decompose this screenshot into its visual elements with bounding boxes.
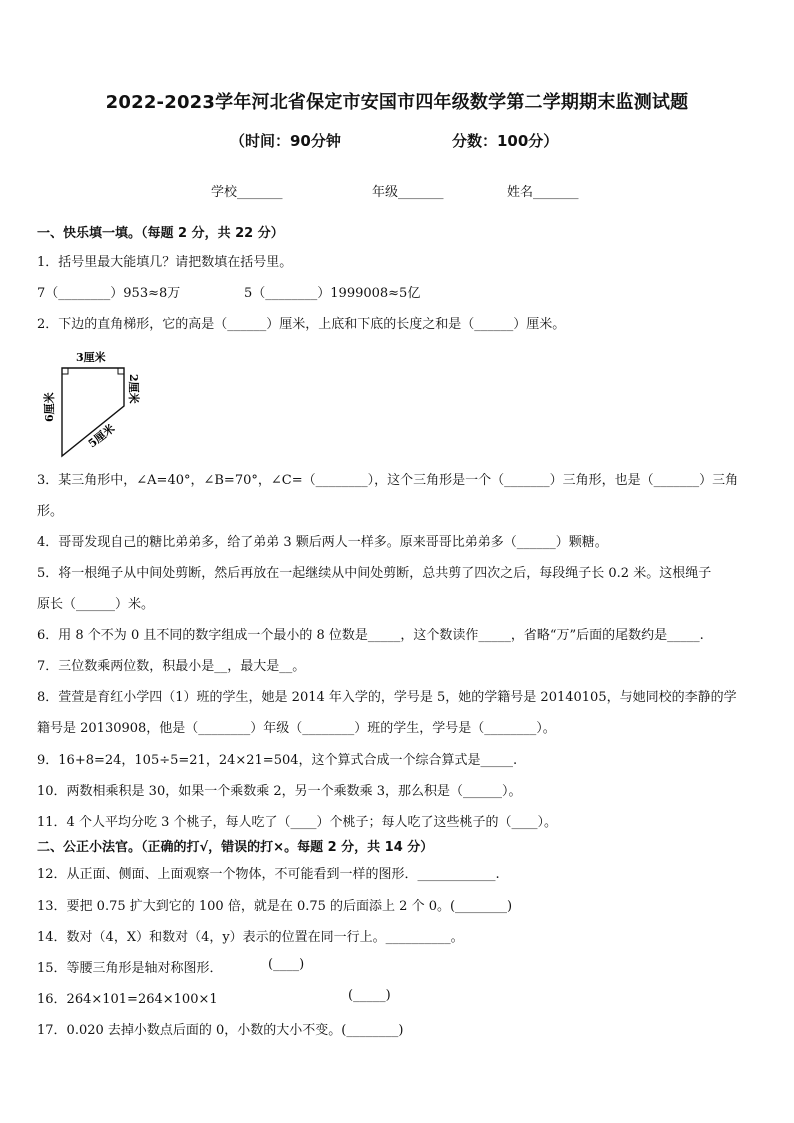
section-heading-2: 二、公正小法官。（正确的打√，错误的打×。每题 2 分，共 14 分） xyxy=(37,840,434,855)
right-angle-mark-right xyxy=(118,368,124,374)
label-left: 6厘米 xyxy=(43,392,56,422)
exam-score: 分数：100分） xyxy=(452,132,559,150)
question-12: 12．从正面、侧面、上面观察一个物体，不可能看到一样的图形．____________. xyxy=(37,867,500,882)
question-16-answer: (_____) xyxy=(348,988,391,1003)
trapezoid-svg xyxy=(38,344,148,464)
exam-time: （时间：90分钟 xyxy=(230,132,341,150)
question-11: 11．4 个人平均分吃 3 个桃子，每人吃了（____）个桃子；每人吃了这些桃子的（____）。 xyxy=(37,815,557,830)
trapezoid-figure xyxy=(38,344,148,464)
question-4: 4．哥哥发现自己的糖比弟弟多，给了弟弟 3 颗后两人一样多。原来哥哥比弟弟多（______）颗糖。 xyxy=(37,535,608,550)
question-9: 9．16+8=24，105÷5=21，24×21=504，这个算式合成一个综合算式是_____. xyxy=(37,753,518,768)
question-5-cont: 原长（______）米。 xyxy=(37,597,155,612)
question-6: 6．用 8 个不为 0 且不同的数字组成一个最小的 8 位数是_____，这个数读作_____，省略“万”后面的尾数约是_____. xyxy=(37,628,704,643)
label-slant: 5厘米 xyxy=(85,421,118,451)
name-field: 姓名_______ xyxy=(507,185,579,200)
question-3: 3．某三角形中，∠A=40°，∠B=70°，∠C=（________），这个三角形是一个（_______）三角形，也是（_______）三角 xyxy=(37,473,739,488)
page-title: 2022-2023学年河北省保定市安国市四年级数学第二学期期末监测试题 xyxy=(105,92,689,113)
label-top: 3厘米 xyxy=(76,351,106,364)
question-1: 1．括号里最大能填几？请把数填在括号里。 xyxy=(37,255,293,270)
question-1a: 7（________）953≈8万 xyxy=(37,286,181,301)
right-angle-mark-left xyxy=(62,368,68,374)
question-17: 17．0.020 去掉小数点后面的 0，小数的大小不变。(________) xyxy=(37,1023,404,1038)
question-14: 14．数对（4，X）和数对（4，y）表示的位置在同一行上。__________。 xyxy=(37,930,464,945)
question-1b: 5（________）1999008≈5亿 xyxy=(244,286,421,301)
question-7: 7．三位数乘两位数，积最小是__，最大是__。 xyxy=(37,659,306,674)
section-heading-1: 一、快乐填一填。（每题 2 分，共 22 分） xyxy=(37,226,284,241)
question-10: 10．两数相乘积是 30，如果一个乘数乘 2，另一个乘数乘 3，那么积是（______）。 xyxy=(37,784,522,799)
question-2: 2．下边的直角梯形，它的高是（______）厘米，上底和下底的长度之和是（______）厘米。 xyxy=(37,317,566,332)
question-3-cont: 形。 xyxy=(37,504,64,519)
question-13: 13．要把 0.75 扩大到它的 100 倍，就是在 0.75 的后面添上 2 个 0。(________) xyxy=(37,899,513,914)
school-field: 学校_______ xyxy=(211,185,283,200)
question-15-answer: (____) xyxy=(268,957,305,972)
label-right: 2厘米 xyxy=(127,374,140,404)
question-15: 15．等腰三角形是轴对称图形． xyxy=(37,961,223,976)
question-5: 5．将一根绳子从中间处剪断，然后再放在一起继续从中间处剪断，总共剪了四次之后，每段绳子长 0.2 米。这根绳子 xyxy=(37,566,712,581)
question-8: 8．萱萱是育红小学四（1）班的学生，她是 2014 年入学的，学号是 5，她的学籍号是 20140105，与她同校的李静的学 xyxy=(37,690,737,705)
grade-field: 年级_______ xyxy=(372,185,444,200)
question-16: 16．264×101=264×100×1 xyxy=(37,992,218,1007)
question-8-cont: 籍号是 20130908，他是（________）年级（________）班的学生，学号是（________）。 xyxy=(37,721,556,736)
